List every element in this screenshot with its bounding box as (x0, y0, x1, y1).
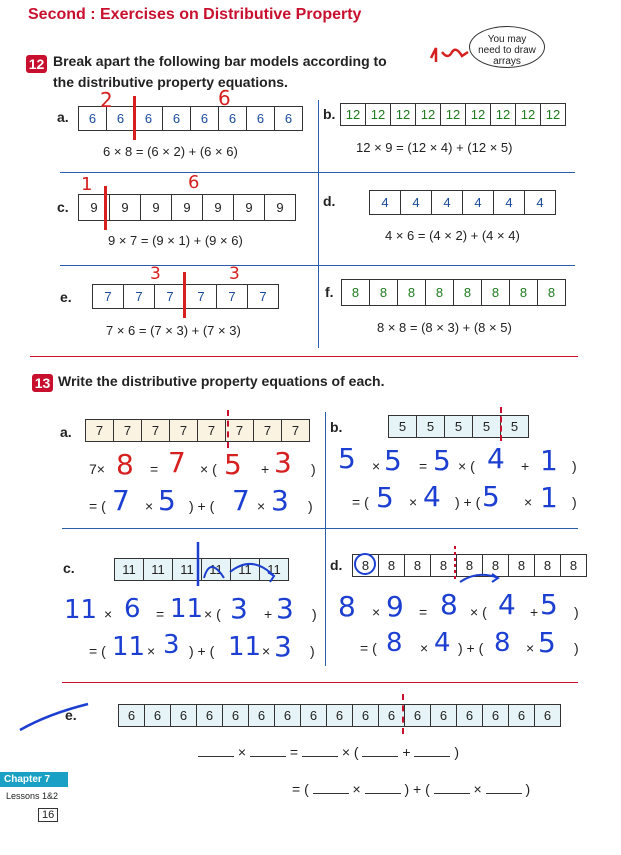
q12f-bar-model (341, 279, 566, 306)
handwritten-answer: 6 (124, 594, 141, 624)
q12d-bar-model (369, 190, 556, 215)
handwritten-answer: 5 (540, 588, 558, 621)
answer-blank[interactable] (365, 793, 401, 794)
bar-cell: 12 (416, 104, 441, 125)
handwritten-strike-mark (18, 700, 90, 734)
handwritten-mark: 2 (100, 88, 113, 112)
bar-cell: 6 (353, 705, 379, 726)
handwritten-answer: 4 (423, 480, 441, 513)
question-13-number: 13 (32, 374, 53, 392)
bar-cell: 6 (145, 705, 171, 726)
q13d-text: ) (574, 640, 579, 656)
bar-cell: 4 (432, 191, 463, 214)
q12b-equation: 12 × 9 = (12 × 4) + (12 × 5) (356, 140, 513, 155)
bar-cell: 6 (135, 107, 163, 130)
bar-cell: 7 (93, 285, 124, 308)
split-marker (500, 407, 502, 441)
bar-cell: 6 (284, 111, 293, 126)
bar-cell: 7 (114, 420, 142, 441)
answer-blank[interactable] (250, 756, 286, 757)
handwritten-answer: 4 (498, 588, 516, 621)
handwritten-answer: 5 (538, 626, 556, 659)
handwritten-mark: 3 (229, 264, 240, 284)
handwritten-answer: 3 (271, 484, 289, 517)
bar-cell: 4 (463, 191, 494, 214)
bar-cell: 11 (144, 559, 173, 580)
q12e-label: e. (60, 289, 72, 305)
handwritten-mark: 6 (218, 86, 231, 110)
q13b-text: × ( (458, 458, 475, 474)
bar-cell: 7 (217, 285, 248, 308)
q13c-text: × ( (204, 606, 221, 622)
handwritten-answer: 11 (64, 595, 98, 625)
q13a-text: × (145, 498, 154, 514)
handwritten-answer: 5 (384, 444, 402, 477)
q13c-label: c. (63, 560, 75, 576)
q12e-equation: 7 × 6 = (7 × 3) + (7 × 3) (106, 323, 241, 338)
question-12-line1: Break apart the following bar models according to (53, 53, 387, 69)
bar-cell: 6 (509, 705, 535, 726)
q13d-text: ) + ( (458, 640, 484, 656)
q13e-text: ) (454, 744, 459, 760)
bar-cell: 7 (124, 285, 155, 308)
handwritten-split-line (104, 186, 107, 230)
bar-cell: 8 (483, 555, 509, 576)
q12-row-divider-2 (60, 265, 575, 266)
bar-cell: 6 (163, 107, 191, 130)
q12c-equation: 9 × 7 = (9 × 1) + (9 × 6) (108, 233, 243, 248)
q13a-text: = (150, 461, 159, 477)
bar-cell: 7 (186, 285, 217, 308)
split-marker (402, 694, 404, 734)
q13d-text: × (526, 640, 535, 656)
q13d-text: = ( (360, 640, 377, 656)
bar-cell: 11 (231, 559, 260, 580)
q13a-bar-model (85, 419, 310, 442)
question-12-line2: the distributive property equations. (53, 74, 288, 90)
bar-cell: 9 (234, 195, 265, 220)
q13b-text: × (372, 458, 381, 474)
q13b-text: = (419, 458, 428, 474)
bar-cell: 12 (516, 104, 541, 125)
handwritten-arrows (190, 538, 282, 590)
q12b-label: b. (323, 106, 336, 122)
handwritten-answer: 11 (112, 632, 146, 662)
bar-cell: 8 (379, 555, 405, 576)
handwritten-mark: 3 (150, 264, 161, 284)
bar-cell: 6 (301, 705, 327, 726)
q13e-text: + (402, 744, 411, 760)
handwritten-answer: 3 (274, 630, 292, 663)
q13e-text: = (289, 744, 299, 760)
handwritten-answer: 1 (540, 481, 558, 514)
q13b-bar-model (388, 415, 529, 438)
bar-cell: 4 (370, 191, 401, 214)
q13b-text: × (524, 494, 533, 510)
handwritten-check-mark (428, 44, 472, 66)
bar-cell: 8 (431, 555, 457, 576)
answer-blank[interactable] (434, 793, 470, 794)
bar-cell: 11 (267, 562, 281, 577)
split-marker (227, 410, 229, 448)
q13-row-divider-2 (62, 682, 578, 683)
bar-cell: 12 (441, 104, 466, 125)
q13d-text: × (372, 604, 381, 620)
q13d-text: × (420, 640, 429, 656)
handwritten-answer: 8 (338, 590, 356, 623)
bar-cell: 6 (119, 705, 145, 726)
q13a-text: 7× (89, 461, 105, 477)
handwritten-answer: 5 (376, 481, 394, 514)
q12a-label: a. (57, 109, 69, 125)
q13d-text: × ( (470, 604, 487, 620)
bar-cell: 6 (247, 107, 275, 130)
answer-blank[interactable] (362, 756, 398, 757)
q13b-text: ) (572, 494, 577, 510)
bar-cell: 5 (417, 416, 445, 437)
bar-cell: 6 (543, 708, 552, 723)
q12d-equation: 4 × 6 = (4 × 2) + (4 × 4) (385, 228, 520, 243)
bar-cell: 6 (431, 705, 457, 726)
q13c-text: × (104, 606, 113, 622)
bar-cell: 8 (370, 280, 398, 305)
q13e-text: = ( (292, 781, 309, 797)
handwritten-answer: 11 (170, 594, 204, 624)
q13b-text: + (521, 458, 530, 474)
bar-cell: 6 (197, 705, 223, 726)
bar-cell: 11 (202, 559, 231, 580)
bar-cell: 12 (391, 104, 416, 125)
bar-cell: 7 (170, 420, 198, 441)
handwritten-mark: 6 (188, 172, 200, 193)
handwritten-answer: 8 (440, 588, 458, 621)
q13e-equation-line2 (292, 781, 530, 797)
bar-cell: 8 (426, 280, 454, 305)
bar-cell: 6 (79, 107, 107, 130)
q13e-text: ) (525, 781, 531, 797)
bar-cell: 6 (191, 107, 219, 130)
handwritten-answer: 4 (487, 442, 505, 475)
bar-cell: 8 (398, 280, 426, 305)
q13a-label: a. (60, 424, 72, 440)
bar-cell: 7 (226, 420, 254, 441)
q13a-text: ) (308, 498, 313, 514)
q13a-text: = ( (89, 498, 106, 514)
q13b-text: ) (572, 458, 577, 474)
page-title: Second : Exercises on Distributive Property (28, 6, 362, 23)
q13a-text: × (257, 498, 266, 514)
bar-cell: 8 (454, 280, 482, 305)
bar-cell: 4 (494, 191, 525, 214)
q13a-text: ) (311, 461, 316, 477)
bar-cell: 9 (276, 200, 284, 215)
q12-row-divider-1 (60, 172, 575, 173)
q12-vertical-divider (318, 100, 319, 348)
q13d-text: + (530, 604, 539, 620)
q13e-text: × (237, 744, 247, 760)
handwritten-answer: 11 (228, 632, 262, 662)
bar-cell: 6 (457, 705, 483, 726)
bar-cell: 8 (509, 555, 535, 576)
bar-cell: 12 (545, 107, 561, 122)
q13d-text: = (419, 604, 428, 620)
bar-cell: 8 (457, 555, 483, 576)
handwritten-answer: 3 (276, 592, 294, 625)
handwritten-answer: 5 (158, 484, 176, 517)
q13a-text: + (261, 461, 270, 477)
bar-cell: 5 (389, 416, 417, 437)
q13-vertical-divider (325, 412, 326, 666)
handwritten-mark: 1 (81, 174, 93, 195)
bar-cell: 9 (141, 195, 172, 220)
q13b-text: = ( (352, 494, 369, 510)
bar-cell: 5 (445, 416, 473, 437)
question-13-text: Write the distributive property equations of each. (58, 373, 385, 389)
handwritten-answer: 4 (434, 628, 451, 658)
bar-cell: 7 (259, 289, 267, 304)
bar-cell: 7 (291, 423, 300, 438)
q13-row-divider-1 (62, 528, 578, 529)
q13c-text: × (147, 643, 156, 659)
handwritten-answer: 3 (230, 592, 248, 625)
q13c-text: ) (312, 606, 317, 622)
q13e-label: e. (65, 707, 77, 723)
q13c-text: = ( (89, 643, 106, 659)
q13e-text: × (473, 781, 482, 797)
bar-cell: 11 (173, 559, 202, 580)
handwritten-split-line (133, 96, 136, 140)
bar-cell: 6 (107, 107, 135, 130)
handwritten-answer: 5 (433, 444, 451, 477)
bar-cell: 7 (198, 420, 226, 441)
handwritten-answer: 7 (168, 446, 186, 479)
bar-cell: 8 (353, 555, 379, 576)
lessons-label: Lessons 1&2 (6, 791, 59, 801)
q13d-label: d. (330, 557, 343, 573)
q13c-text: ) + ( (189, 643, 215, 659)
bar-cell: 6 (249, 705, 275, 726)
q13d-text: ) (574, 604, 579, 620)
q13e-text: × ( (341, 744, 359, 760)
bar-cell: 8 (547, 285, 556, 300)
q12a-equation: 6 × 8 = (6 × 2) + (6 × 6) (103, 144, 238, 159)
handwritten-answer: 8 (386, 628, 403, 658)
bar-cell: 6 (171, 705, 197, 726)
handwritten-circle-and-arrows (352, 546, 582, 586)
answer-blank[interactable] (302, 756, 338, 757)
bar-cell: 6 (483, 705, 509, 726)
bar-cell: 12 (341, 104, 366, 125)
bar-cell: 9 (172, 195, 203, 220)
bar-cell: 8 (569, 558, 578, 573)
bar-cell: 6 (219, 107, 247, 130)
bar-cell: 9 (79, 195, 110, 220)
bar-cell: 9 (110, 195, 141, 220)
bar-cell: 8 (405, 555, 431, 576)
answer-blank[interactable] (486, 793, 522, 794)
handwritten-answer: 5 (338, 442, 356, 475)
q13e-equation-line1 (198, 744, 459, 760)
q13c-text: ) (310, 643, 315, 659)
bar-cell: 8 (535, 555, 561, 576)
page-number: 16 (38, 808, 58, 822)
q13b-text: × (409, 494, 418, 510)
bar-cell: 12 (366, 104, 391, 125)
q13c-text: = (156, 606, 165, 622)
section-separator (30, 356, 578, 357)
q12f-equation: 8 × 8 = (8 × 3) + (8 × 5) (377, 320, 512, 335)
bar-cell: 6 (379, 705, 405, 726)
bar-cell: 4 (401, 191, 432, 214)
bar-cell: 6 (275, 705, 301, 726)
bar-cell: 4 (536, 195, 544, 210)
bar-cell: 7 (86, 420, 114, 441)
q13c-text: + (264, 606, 273, 622)
q13e-text: ) + ( (404, 781, 430, 797)
q13e-text: × (352, 781, 361, 797)
handwritten-answer: 7 (112, 484, 130, 517)
bar-cell: 8 (482, 280, 510, 305)
question-12-number: 12 (26, 55, 47, 73)
q13b-label: b. (330, 419, 343, 435)
chapter-tab: Chapter 7 (0, 772, 68, 787)
bar-cell: 7 (142, 420, 170, 441)
bar-cell: 12 (491, 104, 516, 125)
bar-cell: 8 (342, 280, 370, 305)
bar-cell: 7 (254, 420, 282, 441)
bar-cell: 7 (155, 285, 186, 308)
bar-cell: 8 (510, 280, 538, 305)
q12c-bar-model (78, 194, 296, 221)
answer-blank[interactable] (198, 756, 234, 757)
hint-cloud: You may need to draw arrays (469, 26, 545, 68)
q13e-bar-model (118, 704, 561, 727)
handwritten-answer: 5 (224, 448, 242, 481)
q13a-text: ) + ( (189, 498, 215, 514)
bar-cell: 12 (466, 104, 491, 125)
handwritten-answer: 8 (494, 628, 511, 658)
bar-cell: 5 (510, 419, 519, 434)
q12b-bar-model (340, 103, 566, 126)
handwritten-answer: 3 (274, 446, 292, 479)
q13c-text: × (262, 643, 271, 659)
handwritten-answer: 7 (232, 484, 250, 517)
bar-cell: 6 (405, 705, 431, 726)
handwritten-answer: 1 (540, 444, 558, 477)
handwritten-answer: 5 (482, 480, 500, 513)
q13a-text: × ( (200, 461, 217, 477)
handwritten-answer: 3 (163, 630, 180, 660)
bar-cell: 9 (203, 195, 234, 220)
q13b-text: ) + ( (455, 494, 481, 510)
handwritten-answer: 8 (116, 448, 134, 481)
q12c-label: c. (57, 199, 69, 215)
answer-blank[interactable] (414, 756, 450, 757)
bar-cell: 6 (327, 705, 353, 726)
q12d-label: d. (323, 193, 336, 209)
answer-blank[interactable] (313, 793, 349, 794)
q12f-label: f. (325, 284, 334, 300)
handwritten-answer: 9 (386, 590, 404, 623)
bar-cell: 11 (115, 559, 144, 580)
handwritten-split-line (183, 272, 186, 318)
bar-cell: 6 (223, 705, 249, 726)
bar-cell: 5 (473, 416, 501, 437)
